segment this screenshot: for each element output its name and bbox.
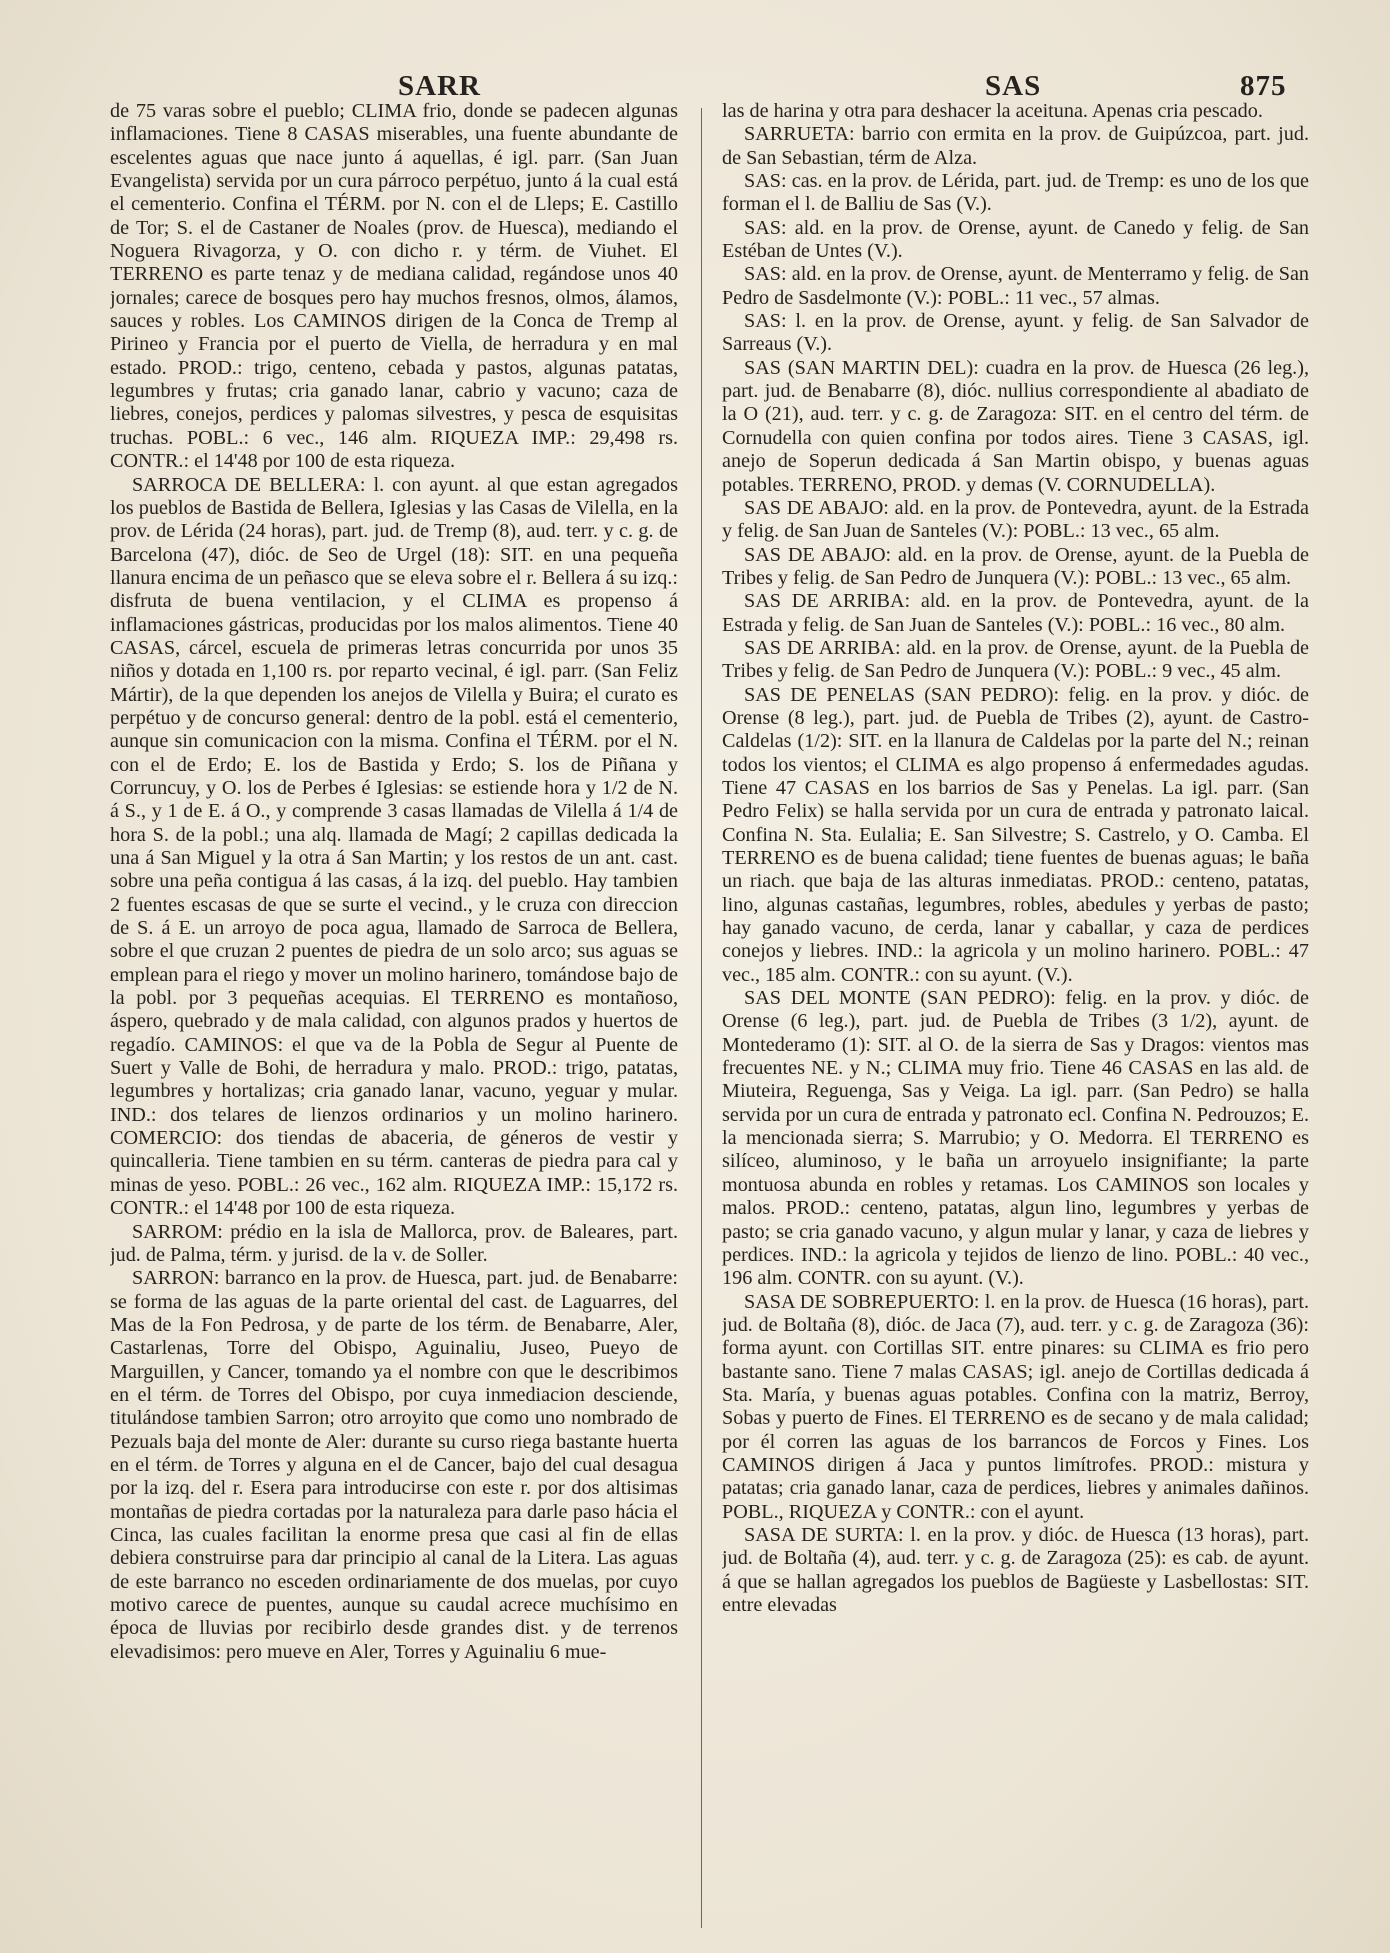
entry-paragraph: SARROM: prédio en la isla de Mallorca, prov. de Baleares, part. jud. de Palma, térm. y jurisd. de la v. de Soller. — [110, 1220, 678, 1266]
entry-paragraph: de 75 varas sobre el pueblo; CLIMA frio, donde se padecen algunas inflamaciones. Tiene 8 CASAS miserables, una fuente abundante de escelentes aguas que nace junto á aquellas, é igl. parr. (San Juan Evangelista) servida por un cura párroco perpétuo, junto á la cual está el cementerio. Confina el TÉRM. por N. con el de Lleps; E. Castillo de Tor; S. el de Castaner de Noales (prov. de Huesca), mediando el Noguera Rivagorza, y O. con dicho r. y térm. de Viuhet. El TERRENO es parte tenaz y de mediana calidad, regándose unos 40 jornales; carece de bosques pero hay muchos fresnos, olmos, álamos, sauces y robles. Los CAMINOS dirigen de la Conca de Tremp al Pirineo y Francia por el puerto de Viella, de herradura y en mal estado. PROD.: trigo, centeno, cebada y pastos, algunas patatas, legumbres y frutas; cria ganado lanar, cabrio y vacuno; caza de liebres, conejos, perdices y palomas silvestres, y pesca de esquisitas truchas. POBL.: 6 vec., 146 alm. RIQUEZA IMP.: 29,498 rs. CONTR.: el 14'48 por 100 de esta riqueza. — [110, 100, 678, 473]
entry-paragraph: SAS DE PENELAS (SAN PEDRO): felig. en la prov. y dióc. de Orense (8 leg.), part. jud. de Puebla de Tribes (2), ayunt. de Castro-Caldelas (1/2): SIT. en la llanura de Caldelas por la parte del N.; reinan todos los vientos; el CLIMA es algo propenso á enfermedades agudas. Tiene 47 CASAS en los barrios de Sas y Penelas. La igl. parr. (San Pedro Felix) se halla servida por un cura de entrada y patronato laical. Confina N. Sta. Eulalia; E. San Silvestre; S. Castrelo, y O. Camba. El TERRENO es de buena calidad; tiene fuentes de buenas aguas; le baña un riach. que baja de las alturas inmediatas. PROD.: centeno, patatas, lino, algunas castañas, legumbres, robles, abedules y yerbas de pasto; hay ganado vacuno, de cerda, lanar y caballar, y caza de perdices conejos y liebres. IND.: la agricola y un molino harinero. POBL.: 47 vec., 185 alm. CONTR.: con su ayunt. (V.). — [722, 683, 1309, 986]
running-head-left: SARR — [398, 70, 481, 102]
page-number: 875 — [1240, 70, 1287, 102]
entry-paragraph: SAS DE ARRIBA: ald. en la prov. de Orense, ayunt. de la Puebla de Tribes y felig. de San Pedro de Junquera (V.): POBL.: 9 vec., 45 alm. — [722, 636, 1309, 683]
entry-paragraph: SAS: l. en la prov. de Orense, ayunt. y felig. de San Salvador de Sarreaus (V.). — [722, 310, 1309, 356]
column-divider — [701, 108, 702, 1928]
entry-paragraph: SARRON: barranco en la prov. de Huesca, part. jud. de Benabarre: se forma de las aguas de la parte oriental del cast. de Laguarres, del Mas de la Fon Pedrosa, y de parte de los térm. de Benabarre, Aler, Castarlenas, Torre del Obispo, Aguinaliu, Juseo, Pueyo de Marguillen, y Cancer, tomando ya el nombre con que le describimos en el térm. de Torres del Obispo, por cuya inmediacion desciende, titulándose tambien Sarron; otro arroyito que como uno nombrado de Pezuals baja del monte de Aler: durante su curso riega bastante huerta en el térm. de Torres y alguna en el de Cancer, bajo del cual desagua por la izq. del r. Esera para introducirse con este r. por dos altisimas montañas de piedra cortadas por la naturaleza para darle paso hácia el Cinca, las cuales facilitan la enorme presa que casi al fin de ellas debiera construirse para dar principio al canal de la Litera. Las aguas de este barranco no esceden ordinariamente de dos muelas, por cuyo motivo carece de puentes, aunque su caudal acrece muchísimo en época de lluvias por recibirlo desde grandes dist. y de terrenos elevadisimos: pero mueve en Aler, Torres y Aguinaliu 6 mue- — [110, 1267, 678, 1663]
entry-paragraph: SARROCA DE BELLERA: l. con ayunt. al que estan agregados los pueblos de Bastida de Bellera, Iglesias y las Casas de Vilella, en la prov. de Lérida (24 horas), part. jud. de Tremp (8), aud. terr. y c. g. de Barcelona (47), dióc. de Seo de Urgel (18): SIT. en una pequeña llanura encima de un peñasco que se eleva sobre el r. Bellera á su izq.: disfruta de buena ventilacion, y el CLIMA es propenso á inflamaciones gástricas, producidas por los malos alimentos. Tiene 40 CASAS, cárcel, escuela de primeras letras concurrida por unos 35 niños y dotada en 1,100 rs. por reparto vecinal, é igl. parr. (San Feliz Mártir), de la que dependen los anejos de Vilella y Buira; el curato es perpétuo y de concurso general: dentro de la pobl. está el cementerio, aunque sin comunicacion con la misma. Confina el TÉRM. por el N. con el de Erdo; E. los de Bastida y Erdo; S. los de Piñana y Corruncuy, y O. los de Perbes é Iglesias: se estiende hora y 1/2 de N. á S., y 1 de E. á O., y comprende 3 casas llamadas de Vilella á 1/4 de hora S. de la pobl.; una alq. llamada de Magí; 2 capillas dedicada la una á San Miguel y la otra á San Martin; y los restos de un ant. cast. sobre una peña contigua á las casas, á la izq. del pueblo. Hay tambien 2 fuentes escasas de que se surte el vecind., y le cruza con direccion de S. á E. un arroyo de poca agua, llamado de Sarroca de Bellera, sobre el que cruzan 2 puentes de piedra de un solo arco; sus aguas se emplean para el riego y mover un molino harinero, tomándose bajo de la pobl. por 3 pequeñas acequias. El TERRENO es montañoso, áspero, quebrado y de mala calidad, con algunos prados y huertos de regadío. CAMINOS: el que va de la Pobla de Segur al Puente de Suert y Valle de Bohi, de herradura y malo. PROD.: trigo, patatas, legumbres y hortalizas; cria ganado lanar, vacuno, yeguar y mular. IND.: dos telares de lienzos ordinarios y un molino harinero. COMERCIO: dos tiendas de abaceria, de géneros de vestir y quincalleria. Tiene tambien en su térm. canteras de piedra para cal y minas de yeso. POBL.: 26 vec., 162 alm. RIQUEZA IMP.: 15,172 rs. CONTR.: el 14'48 por 100 de esta riqueza. — [110, 473, 678, 1220]
entry-paragraph: SAS DE ABAJO: ald. en la prov. de Orense, ayunt. de la Puebla de Tribes y felig. de San Pedro de Junquera (V.): POBL.: 13 vec., 65 alm. — [722, 543, 1309, 589]
entry-paragraph: SASA DE SOBREPUERTO: l. en la prov. de Huesca (16 horas), part. jud. de Boltaña (8), dióc. de Jaca (7), aud. terr. y c. g. de Zaragoza (36): forma ayunt. con Cortillas SIT. entre pinares: su CLIMA es frio pero bastante sano. Tiene 7 malas CASAS; igl. anejo de Cortillas dedicada á Sta. María, y buenas aguas potables. Confina con la matriz, Berroy, Sobas y puerto de Fines. El TERRENO es de secano y de mala calidad; por él corren las aguas de los barrancos de Forcos y Fines. Los CAMINOS dirigen á Jaca y puntos limítrofes. PROD.: mistura y patatas; cria ganado lanar, caza de perdices, liebres y animales dañinos. POBL., RIQUEZA y CONTR.: con el ayunt. — [722, 1290, 1309, 1523]
entry-paragraph: SAS DEL MONTE (SAN PEDRO): felig. en la prov. y dióc. de Orense (6 leg.), part. jud. de Puebla de Tribes (3 1/2), ayunt. de Montederamo (1): SIT. al O. de la sierra de Sas y Dragos: vientos mas frecuentes NE. y N.; CLIMA muy frio. Tiene 46 CASAS en las ald. de Miuteira, Reguenga, Sas y Veiga. La igl. parr. (San Pedro) se halla servida por un cura de entrada y patronato ecl. Confina N. Pedrouzos; E. la mencionada sierra; S. Marrubio; y O. Medorra. El TERRENO es silíceo, aluminoso, y le baña un arroyuelo insignifiante; la parte montuosa abunda en robles y retamas. Los CAMINOS son locales y malos. PROD.: centeno, patatas, algun lino, legumbres y yerbas de pasto; se cria ganado vacuno, y algun mular y lanar, y caza de liebres y perdices. IND.: la agricola y tejidos de lienzo de lino. POBL.: 40 vec., 196 alm. CONTR. con su ayunt. (V.). — [722, 987, 1309, 1290]
entry-paragraph: SAS DE ABAJO: ald. en la prov. de Pontevedra, ayunt. de la Estrada y felig. de San Juan de Santeles (V.): POBL.: 13 vec., 65 alm. — [722, 496, 1309, 543]
entry-paragraph: SAS (SAN MARTIN DEL): cuadra en la prov. de Huesca (26 leg.), part. jud. de Benabarre (8), dióc. nullius correspondiente al abadiato de la O (21), aud. terr. y c. g. de Zaragoza: SIT. en el centro del térm. de Cornudella con quien confina por todos aires. Tiene 3 CASAS, igl. anejo de Soperun dedicada á San Martin obispo, y buenas aguas potables. TERRENO, PROD. y demas (V. CORNUDELLA). — [722, 356, 1309, 496]
entry-paragraph: SARRUETA: barrio con ermita en la prov. de Guipúzcoa, part. jud. de San Sebastian, térm de Alza. — [722, 123, 1309, 169]
entry-paragraph: SAS: ald. en la prov. de Orense, ayunt. de Menterramo y felig. de San Pedro de Sasdelmonte (V.): POBL.: 11 vec., 57 almas. — [722, 263, 1309, 309]
entry-paragraph: SASA DE SURTA: l. en la prov. y dióc. de Huesca (13 horas), part. jud. de Boltaña (4), aud. terr. y c. g. de Zaragoza (25): es cab. de ayunt. á que se hallan agregados los pueblos de Bagüeste y Lasbellostas: SIT. entre elevadas — [722, 1523, 1309, 1616]
right-column — [722, 100, 1309, 1935]
running-head-center: SAS — [985, 70, 1042, 102]
entry-paragraph: SAS: ald. en la prov. de Orense, ayunt. de Canedo y felig. de San Estéban de Untes (V.). — [722, 216, 1309, 263]
entry-paragraph: las de harina y otra para deshacer la aceituna. Apenas cria pescado. — [722, 100, 1263, 122]
left-column — [110, 100, 678, 1935]
entry-paragraph: SAS: cas. en la prov. de Lérida, part. jud. de Tremp: es uno de los que forman el l. de Balliu de Sas (V.). — [722, 170, 1309, 216]
entry-paragraph: SAS DE ARRIBA: ald. en la prov. de Pontevedra, ayunt. de la Estrada y felig. de San Juan de Santeles (V.): POBL.: 16 vec., 80 alm. — [722, 590, 1309, 636]
